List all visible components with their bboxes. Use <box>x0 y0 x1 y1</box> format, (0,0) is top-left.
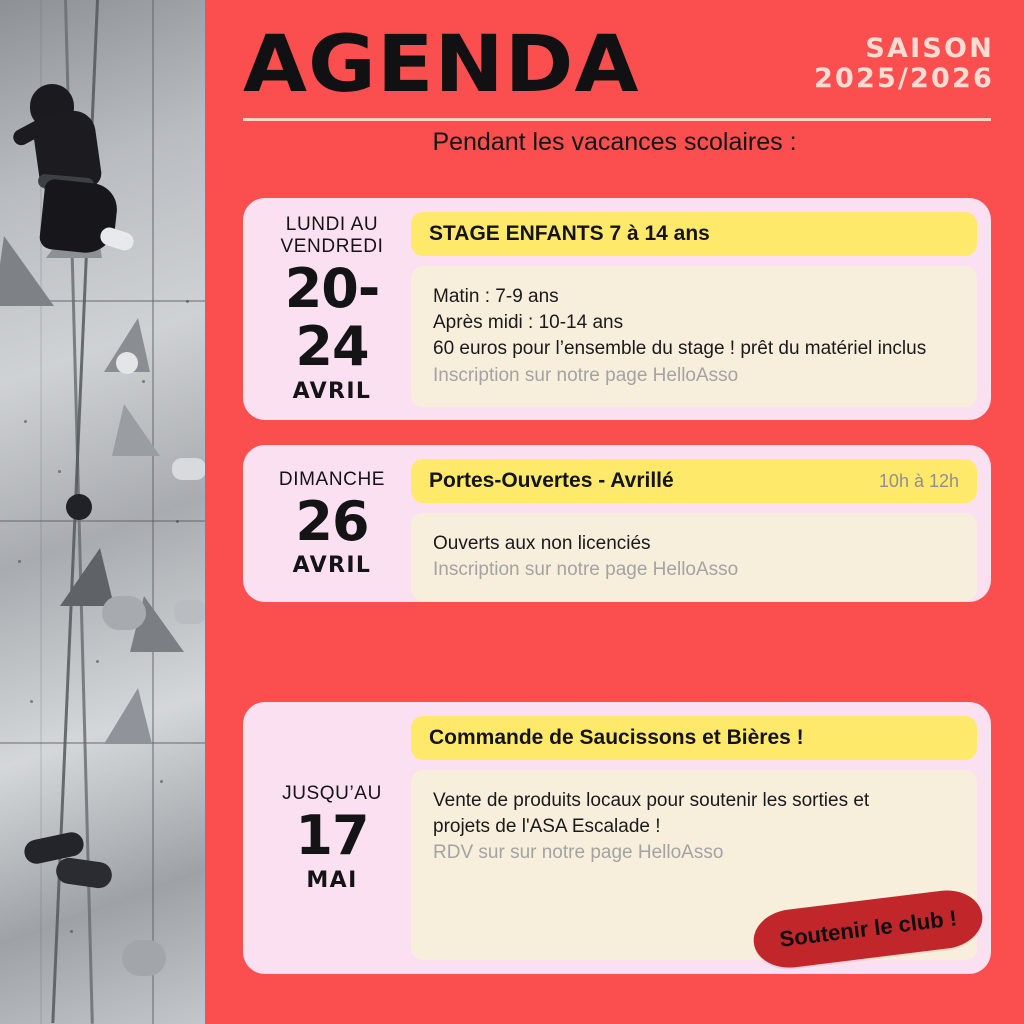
event-day: 17 <box>295 804 369 868</box>
climbing-hold <box>104 688 152 744</box>
event-header <box>411 716 977 760</box>
climber-figure <box>8 78 158 268</box>
header-divider <box>243 118 991 121</box>
event-weekday: LUNDI AU VENDREDI <box>280 214 384 258</box>
season-line-1: SAISON <box>865 33 994 64</box>
climbing-hold <box>102 596 146 630</box>
page-title: AGENDA <box>243 20 640 110</box>
climbing-hold <box>174 600 205 624</box>
event-line: Matin : 7-9 ans <box>433 286 559 307</box>
event-details <box>411 716 977 960</box>
event-time: 10h à 12h <box>878 470 959 491</box>
event-title: STAGE ENFANTS 7 à 14 ans <box>429 222 710 245</box>
support-club-badge[interactable]: Soutenir le club ! <box>750 886 986 972</box>
event-day: 26 <box>295 489 369 553</box>
climbing-hold <box>60 548 114 606</box>
event-note: RDV sur sur notre page HelloAsso <box>433 842 724 864</box>
event-line: Après midi : 10-14 ans <box>433 312 624 334</box>
event-weekday: DIMANCHE <box>278 468 386 490</box>
event-title: Portes-Ouvertes - Avrillé <box>429 469 674 492</box>
event-month: AVRIL <box>292 553 372 579</box>
event-body <box>411 266 977 407</box>
event-day: 20-24 <box>284 257 380 379</box>
event-header <box>411 212 977 256</box>
climbing-hold <box>112 404 160 456</box>
subtitle: Pendant les vacances scolaires : <box>432 128 797 156</box>
event-line: Vente de produits locaux pour soutenir les sorties et <box>433 790 870 811</box>
climbing-wall-photo <box>0 0 205 1024</box>
event-month: MAI <box>306 867 358 893</box>
climbing-hold <box>116 352 138 374</box>
climbing-hold <box>54 856 113 890</box>
event-card <box>243 702 991 974</box>
event-details <box>411 212 977 406</box>
climbing-hold <box>122 940 166 976</box>
event-card <box>243 445 991 602</box>
event-details <box>411 459 977 588</box>
climbing-hold <box>66 494 92 520</box>
event-line: Ouverts aux non licenciés <box>433 533 651 554</box>
event-note: Inscription sur notre page HelloAsso <box>433 364 739 386</box>
season-line-2: 2025/2026 <box>814 63 994 95</box>
event-card <box>243 198 991 420</box>
poster-content <box>205 0 1024 1024</box>
event-header <box>411 459 977 503</box>
event-body <box>411 770 977 960</box>
event-note: Inscription sur notre page HelloAsso <box>433 559 739 581</box>
event-title: Commande de Saucissons et Bières ! <box>429 726 804 749</box>
event-month: AVRIL <box>292 378 372 404</box>
event-date <box>253 212 411 406</box>
event-line: 60 euros pour l’ensemble du stage ! prêt du matériel inclus <box>433 338 927 360</box>
event-body <box>411 513 977 601</box>
event-line: projets de l'ASA Escalade ! <box>433 816 661 838</box>
event-weekday: JUSQU’AU <box>282 783 382 805</box>
event-date <box>253 716 411 960</box>
event-date <box>253 459 411 588</box>
season-label <box>814 34 994 94</box>
climbing-hold <box>172 458 205 480</box>
poster-header <box>205 0 1024 110</box>
